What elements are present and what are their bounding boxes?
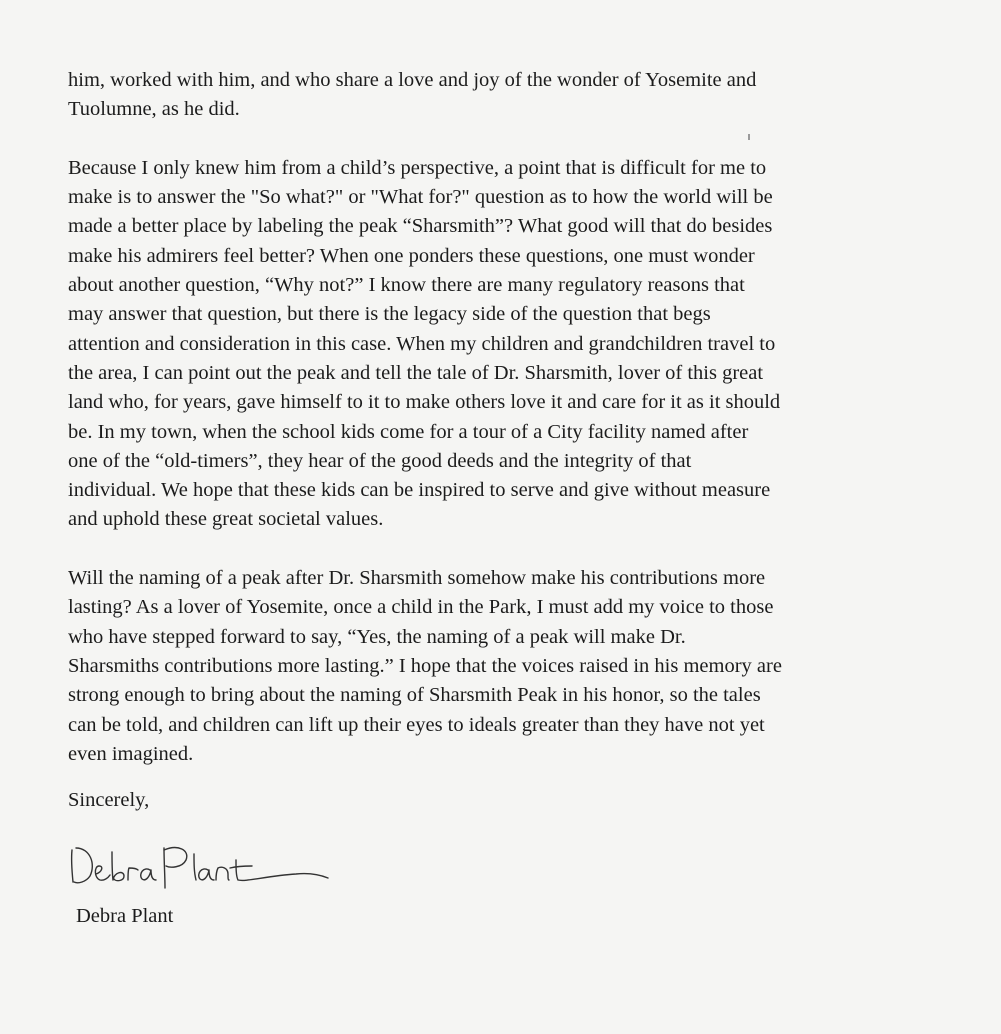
text-line: lasting? As a lover of Yosemite, once a child in the Park, I must add my voice to those (68, 596, 774, 619)
text-line: individual. We hope that these kids can be inspired to serve and give without measure (68, 479, 771, 502)
text-line: Sharsmiths contributions more lasting.” I hope that the voices raised in his memory are (68, 654, 782, 677)
text-line: make his admirers feel better? When one ponders these questions, one must wonder (68, 244, 755, 267)
text-line: attention and consideration in this case. When my children and grandchildren travel to (68, 332, 776, 355)
letter-body (68, 66, 948, 769)
signer-name: Debra Plant (76, 905, 174, 927)
paragraph-3 (68, 564, 948, 769)
text-line: Because I only knew him from a child’s perspective, a point that is difficult for me to (68, 156, 767, 179)
text-line: about another question, “Why not?” I know there are many regulatory reasons that (68, 274, 745, 297)
text-line: him, worked with him, and who share a love and joy of the wonder of Yosemite and (68, 69, 757, 91)
closing-salutation: Sincerely, (68, 789, 150, 811)
handwritten-signature (66, 838, 336, 898)
text-line: strong enough to bring about the naming of Sharsmith Peak in his honor, so the tales (68, 684, 761, 707)
text-line: made a better place by labeling the peak “Sharsmith”? What good will that do besides (68, 215, 773, 238)
paragraph-1 (68, 66, 948, 125)
text-line: make is to answer the "So what?" or "What for?" question as to how the world will be (68, 186, 773, 209)
text-line: the area, I can point out the peak and tell the tale of Dr. Sharsmith, lover of this great (68, 361, 764, 384)
text-line: one of the “old-timers”, they hear of the good deeds and the integrity of that (68, 449, 692, 472)
text-line: Will the naming of a peak after Dr. Sharsmith somehow make his contributions more (68, 567, 766, 590)
text-line: may answer that question, but there is the legacy side of the question that begs (68, 303, 711, 326)
text-line: who have stepped forward to say, “Yes, the naming of a peak will make Dr. (68, 625, 686, 648)
text-line: Tuolumne, as he did. (68, 98, 240, 121)
text-line: can be told, and children can lift up their eyes to ideals greater than they have not yet (68, 713, 765, 736)
text-line: and uphold these great societal values. (68, 508, 384, 531)
text-line: be. In my town, when the school kids come for a tour of a City facility named after (68, 420, 749, 443)
paragraph-2 (68, 154, 948, 535)
text-line: land who, for years, gave himself to it to make others love it and care for it as it should (68, 391, 781, 414)
text-line: even imagined. (68, 742, 194, 765)
